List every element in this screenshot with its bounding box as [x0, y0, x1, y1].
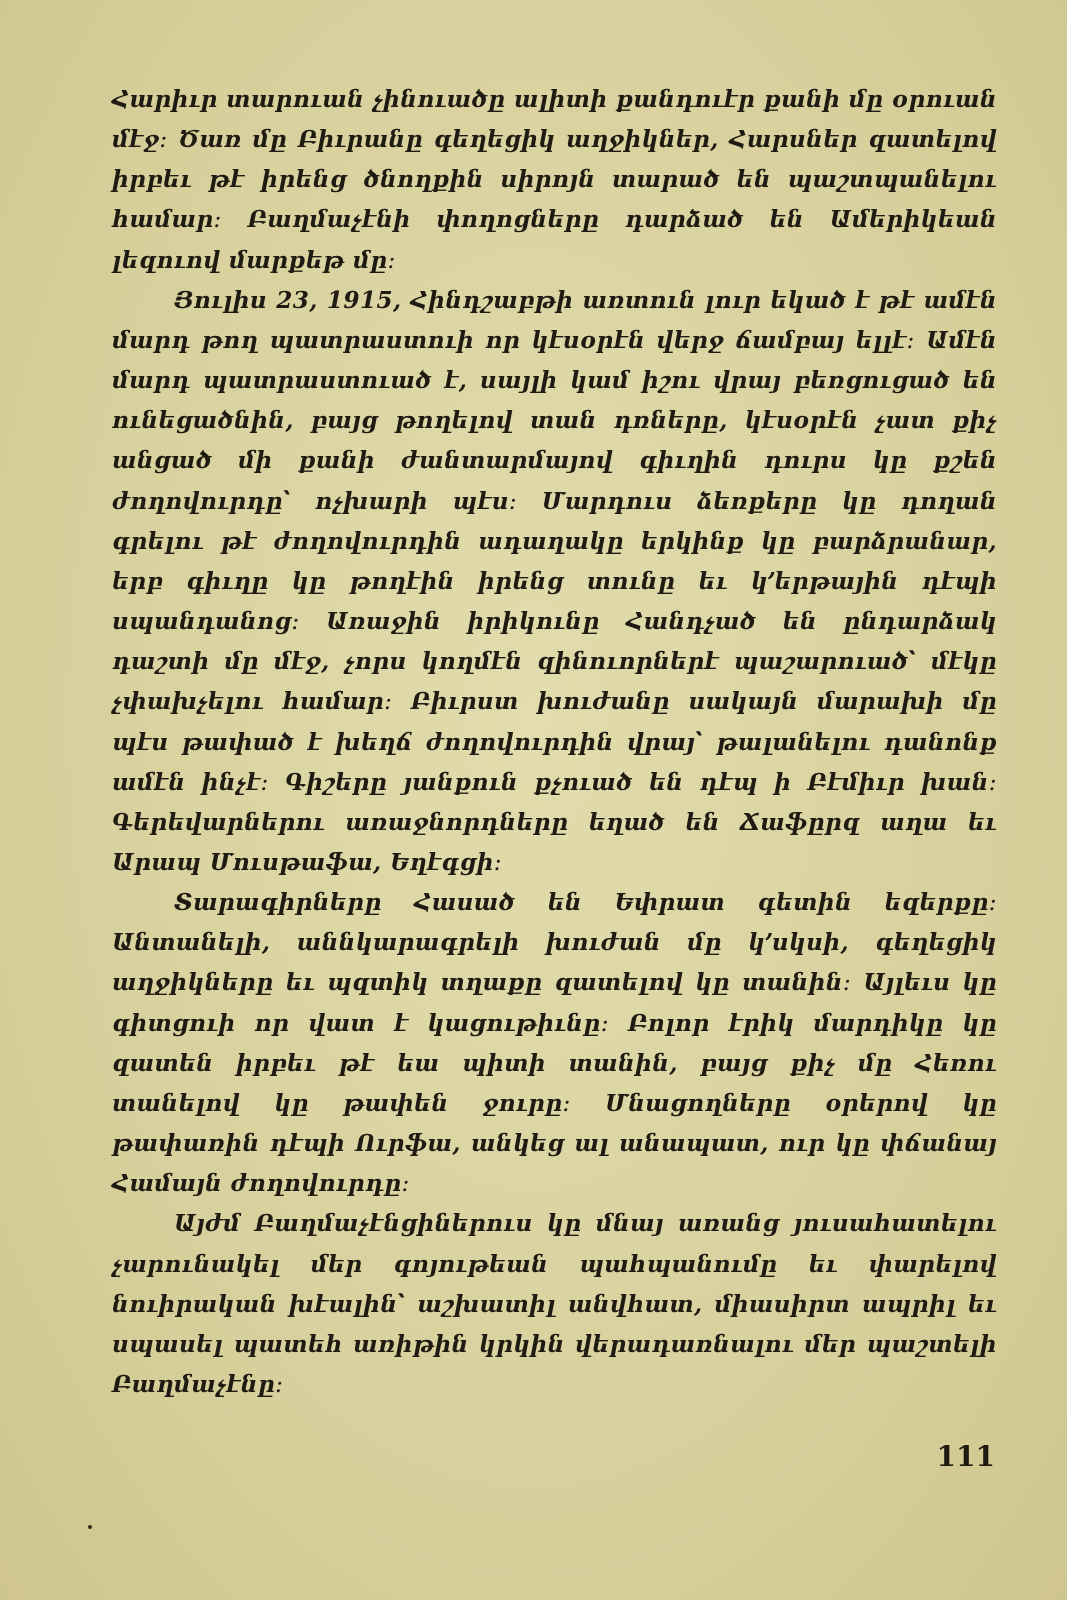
paragraph-3: Տարագիրները Հասած են Եփրատ գետին եզերքը։ Անտանելի, աննկարագրելի խուժան մը կ՚սկսի, գեղեցիկ աղջիկները եւ պզտիկ տղաքը զատելով կը տանին։ Այլեւս կը գիտցուի որ վատ է կացութիւնը։ Բոլոր էրիկ մարդիկը կը զատեն իրբեւ թէ եա պիտի տանին, բայց քիչ մը Հեռու տանելով կը թափեն ջուրը։ Մնացողները օրերով կը թափառին դէպի Ուրֆա, անկեց ալ անապատ, ուր կը փճանայ Համայն ժողովուրդը։ — [112, 889, 997, 1198]
paragraph-1: Հարիւր տարուան չինուածը ալիտի քանդուէր քանի մը օրուան մէջ։ Ծառ մը Բիւրանը գեղեցիկ աղջիկներ, Հարսներ զատելով իրբեւ թէ իրենց ծնողքին սիրոյն տարած են պաշտպանելու համար։ Բաղմաչէնի փողոցները դարձած են Ամերիկեան լեզուով մարքեթ մը։ — [112, 86, 997, 274]
paragraph-2: Յուլիս 23, 1915, Հինդշաբթի առտուն լուր եկած է թէ ամէն մարդ թող պատրաստուի որ կէսօրէն վերջ ճամբայ ելլէ։ Ամէն մարդ պատրաստուած է, սայլի կամ իշու վրայ բեռցուցած են ունեցածնին, բայց թողելով տան դռները, կէսօրէն չատ քիչ անցած մի քանի ժանտարմայով գիւղին դուրս կը քշեն ժողովուրդը՝ ոչխարի պէս։ Մարդուս ձեռքերը կը դողան գրելու թէ ժողովուրդին ադաղակը երկինք կը բարձրանար, երբ գիւղը կը թողէին իրենց տունը եւ կ՚երթային դէպի սպանդանոց։ Առաջին իրիկունը Հանդչած են ընդարձակ դաշտի մը մէջ, չորս կողմէն զինուորներէ պաշարուած՝ մէկը չփախչելու համար։ Բիւրստ խուժանը սակայն մարախի մը պէս թափած է խեղճ ժողովուրդին վրայ՝ թալանելու դանոնք ամէն ինչէ։ Գիշերը յանքուն քչուած են դէպ ի Բէմիւր խան։ Գերեվարներու առաջնորդները եղած են Ճաֆըրզ աղա եւ Արապ Մուսթաֆա, Եղէգցի։ — [112, 286, 997, 876]
paragraph-4: Այժմ Բաղմաչէնցիներուս կը մնայ առանց յուսահատելու չարունակել մեր գոյութեան պահպանումը եւ փարելով նուիրական խէալին՝ աշխատիլ անվհատ, միասիրտ ապրիլ եւ սպասել պատեհ առիթին կրկին վերադառնալու մեր պաշտելի Բաղմաչէնը։ — [112, 1210, 997, 1398]
body-text — [112, 80, 997, 1405]
page-number: 111 — [936, 1440, 995, 1473]
print-speck — [88, 1525, 92, 1529]
